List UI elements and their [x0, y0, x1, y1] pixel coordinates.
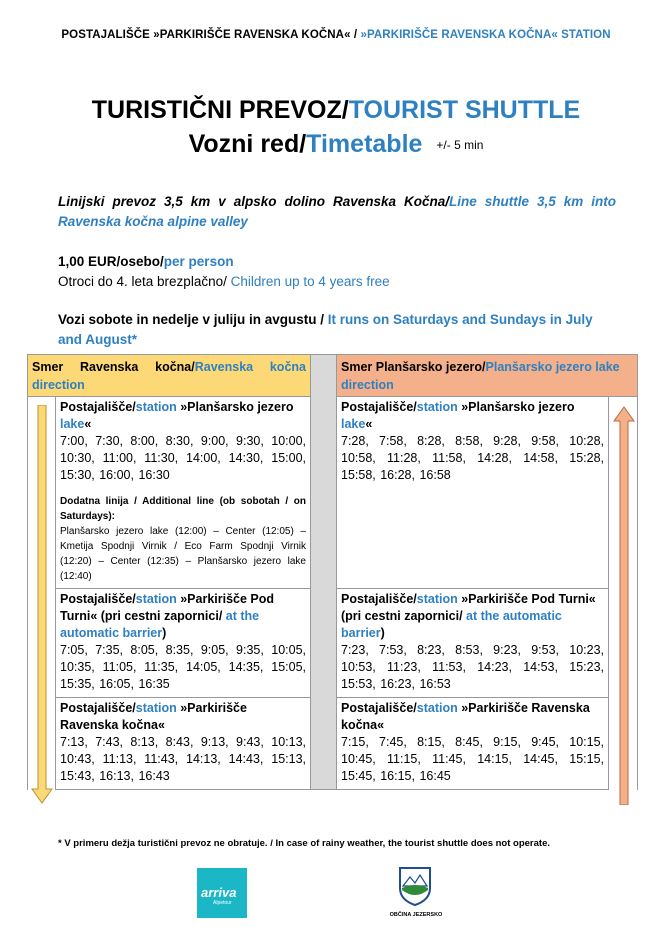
children-line: [58, 272, 616, 292]
additional-line-label: Dodatna linija / Additional line (ob sobotah / on Saturdays):: [60, 496, 306, 522]
stop-name: Postajališče/station »Parkirišče Ravenska kočna«: [341, 701, 590, 732]
column-separator: [311, 355, 337, 790]
page-subtitle: [0, 130, 672, 159]
stop-name: Postajališče/station »Parkirišče Pod Turni« (pri cestni zapornici/ at the automatic barrier): [60, 592, 275, 640]
arrow-down-icon: [28, 405, 56, 805]
price-line: [58, 252, 616, 272]
subtitle-sl: Vozni red/: [188, 130, 307, 158]
left-stop-pod-turni: [56, 589, 311, 698]
arriva-logo-text: arriva: [201, 885, 237, 900]
municipality-label: OBČINA JEZERSKO: [389, 912, 443, 918]
departure-times: 7:15, 7:45, 8:15, 8:45, 9:15, 9:45, 10:15, 10:45, 11:15, 11:45, 14:15, 14:45, 15:15, 15:45, 16:15, 16:45: [341, 735, 604, 783]
stop-name: Postajališče/station »Planšarsko jezero lake«: [60, 400, 294, 431]
rain-footnote: * V primeru dežja turistični prevoz ne obratuje. / In case of rainy weather, the tourist shuttle does not operate.: [58, 838, 550, 849]
left-stop-ravenska: [56, 698, 311, 790]
left-stop-plansarsko: [56, 397, 311, 589]
line-description: [58, 192, 616, 232]
station-header-sl: POSTAJALIŠČE »PARKIRIŠČE RAVENSKA KOČNA« /: [61, 29, 358, 41]
right-stop-ravenska: [337, 698, 609, 790]
children-sl: Otroci do 4. leta brezplačno/: [58, 274, 231, 289]
left-header-sl: Smer Ravenska kočna/: [32, 360, 195, 374]
arrow-up-icon: [609, 405, 638, 805]
right-header-en: Planšarsko jezero lake direction: [341, 360, 620, 392]
timetable-header-row: [28, 355, 638, 397]
title-en: TOURIST SHUTTLE: [348, 96, 581, 124]
title-sl: TURISTIČNI PREVOZ/: [91, 96, 349, 124]
additional-line: [60, 494, 306, 584]
right-header-sl: Smer Planšarsko jezero/: [341, 360, 486, 374]
price-en: per person: [163, 254, 234, 269]
departure-times: 7:00, 7:30, 8:00, 8:30, 9:00, 9:30, 10:00, 10:30, 11:00, 11:30, 14:00, 14:30, 15:00, 15:30, 16:00, 16:30: [60, 434, 306, 482]
right-arrow-cell: [609, 397, 638, 790]
departure-times: 7:05, 7:35, 8:05, 8:35, 9:05, 9:35, 10:05, 10:35, 11:05, 11:35, 14:05, 14:35, 15:05, 15:35, 16:05, 16:35: [60, 643, 306, 691]
arriva-logo: [197, 868, 247, 918]
header-ravenska-direction: [28, 355, 311, 397]
left-header-en: Ravenska kočna direction: [32, 360, 306, 392]
arriva-logo-subtext: Alpetour: [213, 900, 232, 906]
price-sl: 1,00 EUR/osebo/: [58, 254, 164, 269]
line-description-sl: Linijski prevoz 3,5 km v alpsko dolino Ravenska Kočna/: [58, 194, 450, 209]
station-header: [0, 29, 672, 41]
stop-name: Postajališče/station »Parkirišče Pod Turni« (pri cestni zapornici/ at the automatic barrier): [341, 592, 596, 640]
right-stop-pod-turni: [337, 589, 609, 698]
operating-days-en: It runs on Saturdays and Sundays in July and August*: [58, 312, 593, 347]
departure-times: 7:13, 7:43, 8:13, 8:43, 9:13, 9:43, 10:13, 10:43, 11:13, 11:43, 14:13, 14:43, 15:13, 15:43, 16:13, 16:43: [60, 735, 306, 783]
page-title: [0, 96, 672, 125]
additional-line-route: Planšarsko jezero lake (12:00) – Center (12:05) – Kmetija Spodnji Virnik / Eco Farm Spodnji Virnik (12:20) – Center (12:35) – Planšarsko jezero lake (12:40): [60, 526, 306, 582]
children-en: Children up to 4 years free: [230, 274, 390, 289]
stop-name: Postajališče/station »Planšarsko jezero lake«: [341, 400, 575, 431]
line-description-en: Line shuttle 3,5 km into Ravenska kočna alpine valley: [58, 194, 617, 229]
header-plansarsko-direction: [337, 355, 638, 397]
tolerance-note: +/- 5 min: [436, 138, 484, 153]
operating-days-sl: Vozi sobote in nedelje v juliju in avgustu /: [58, 312, 328, 327]
departure-times: 7:28, 7:58, 8:28, 8:58, 9:28, 9:58, 10:28, 10:58, 11:28, 11:58, 14:28, 14:58, 15:28, 15:58, 16:28, 16:58: [341, 434, 604, 482]
right-stop-plansarsko: [337, 397, 609, 589]
subtitle-en: Timetable: [306, 130, 423, 158]
departure-times: 7:23, 7:53, 8:23, 8:53, 9:23, 9:53, 10:23, 10:53, 11:23, 11:53, 14:23, 14:53, 15:23, 15:53, 16:23, 16:53: [341, 643, 604, 691]
municipality-crest-icon: [398, 866, 432, 906]
stop-name: Postajališče/station »Parkirišče Ravenska kočna«: [60, 701, 247, 732]
price-info: [58, 252, 616, 292]
timetable: [27, 354, 638, 790]
operating-days: [58, 310, 616, 350]
station-header-en: »PARKIRIŠČE RAVENSKA KOČNA« STATION: [360, 29, 611, 41]
left-arrow-cell: [28, 397, 56, 790]
